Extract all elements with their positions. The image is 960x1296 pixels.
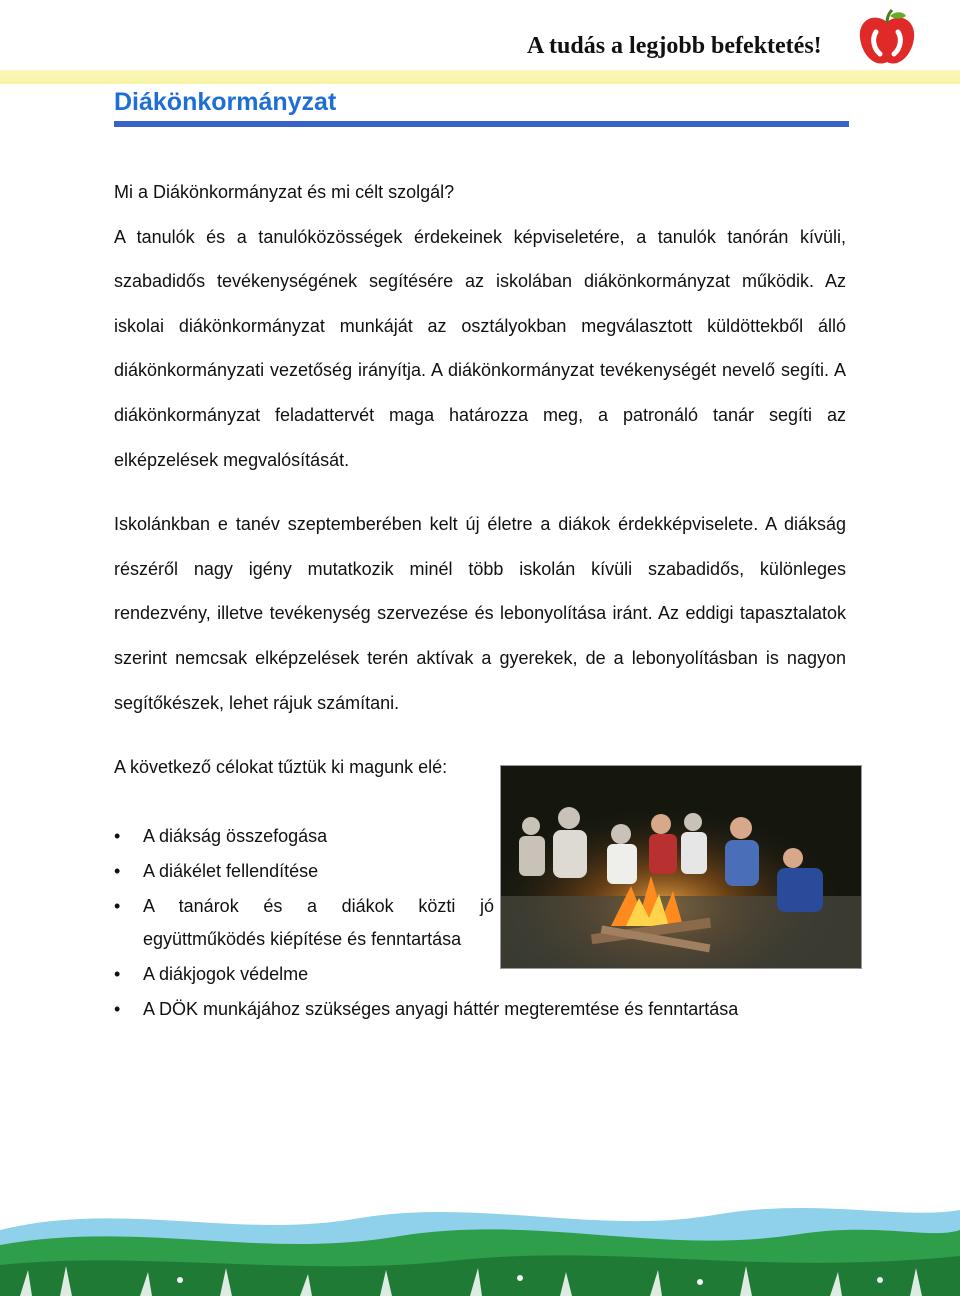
apple-logo-icon [856, 8, 918, 70]
bullet-icon: • [114, 826, 121, 846]
title-rule [114, 121, 849, 127]
goals-intro: A következő célokat tűztük ki magunk elé: [114, 757, 448, 778]
bullet-icon: • [114, 861, 121, 881]
bullet-icon: • [114, 964, 121, 984]
header-motto: A tudás a legjobb befektetés! [527, 33, 822, 59]
main-content [114, 170, 846, 790]
list-item: • A diákjogok védelme [114, 958, 494, 991]
header-band [0, 70, 960, 84]
bullet-icon: • [114, 896, 121, 916]
footer-meadow-decoration [0, 1190, 960, 1296]
paragraph-role: A tanulók és a tanulóközösségek érdekeinek képviseletére, a tanulók tanórán kívüli, szabadidős tevékenységének segítésére az iskolában diákönkormányzat működik. Az iskolai diákönkormányzat munkáját az osztályokban megválasztott küldöttekből álló diákönkormányzati vezetőség irányítja. A diákönkormányzat tevékenységét nevelő segíti. A diákönkormányzat feladattervét maga határozza meg, a patronáló tanár segíti az elképzelések megvalósítását. [114, 226, 846, 470]
goals-list [114, 820, 739, 1028]
page-title: Diákönkormányzat [114, 88, 337, 116]
list-item: • A diákság összefogása [114, 820, 494, 853]
campfire-photo [500, 765, 862, 969]
bullet-icon: • [114, 999, 121, 1019]
list-item: • A tanárok és a diákok közti jó együttműködés kiépítése és fenntartása [114, 890, 494, 956]
list-item: • A DÖK munkájához szükséges anyagi háttér megteremtése és fenntartása [114, 993, 863, 1026]
intro-question: Mi a Diákönkormányzat és mi célt szolgál? [114, 182, 455, 202]
paragraph-history: Iskolánkban e tanév szeptemberében kelt új életre a diákok érdekképviselete. A diákság részéről nagy igény mutatkozik minél több iskolán kívüli szabadidős, különleges rendezvény, illetve tevékenység szervezése és lebonyolítása iránt. Az eddigi tapasztalatok szerint nemcsak elképzelések terén aktívak a gyerekek, de a lebonyolításban is nagyon segítőkészek, lehet rájuk számítani. [114, 514, 846, 713]
list-item: • A diákélet fellendítése [114, 855, 494, 888]
